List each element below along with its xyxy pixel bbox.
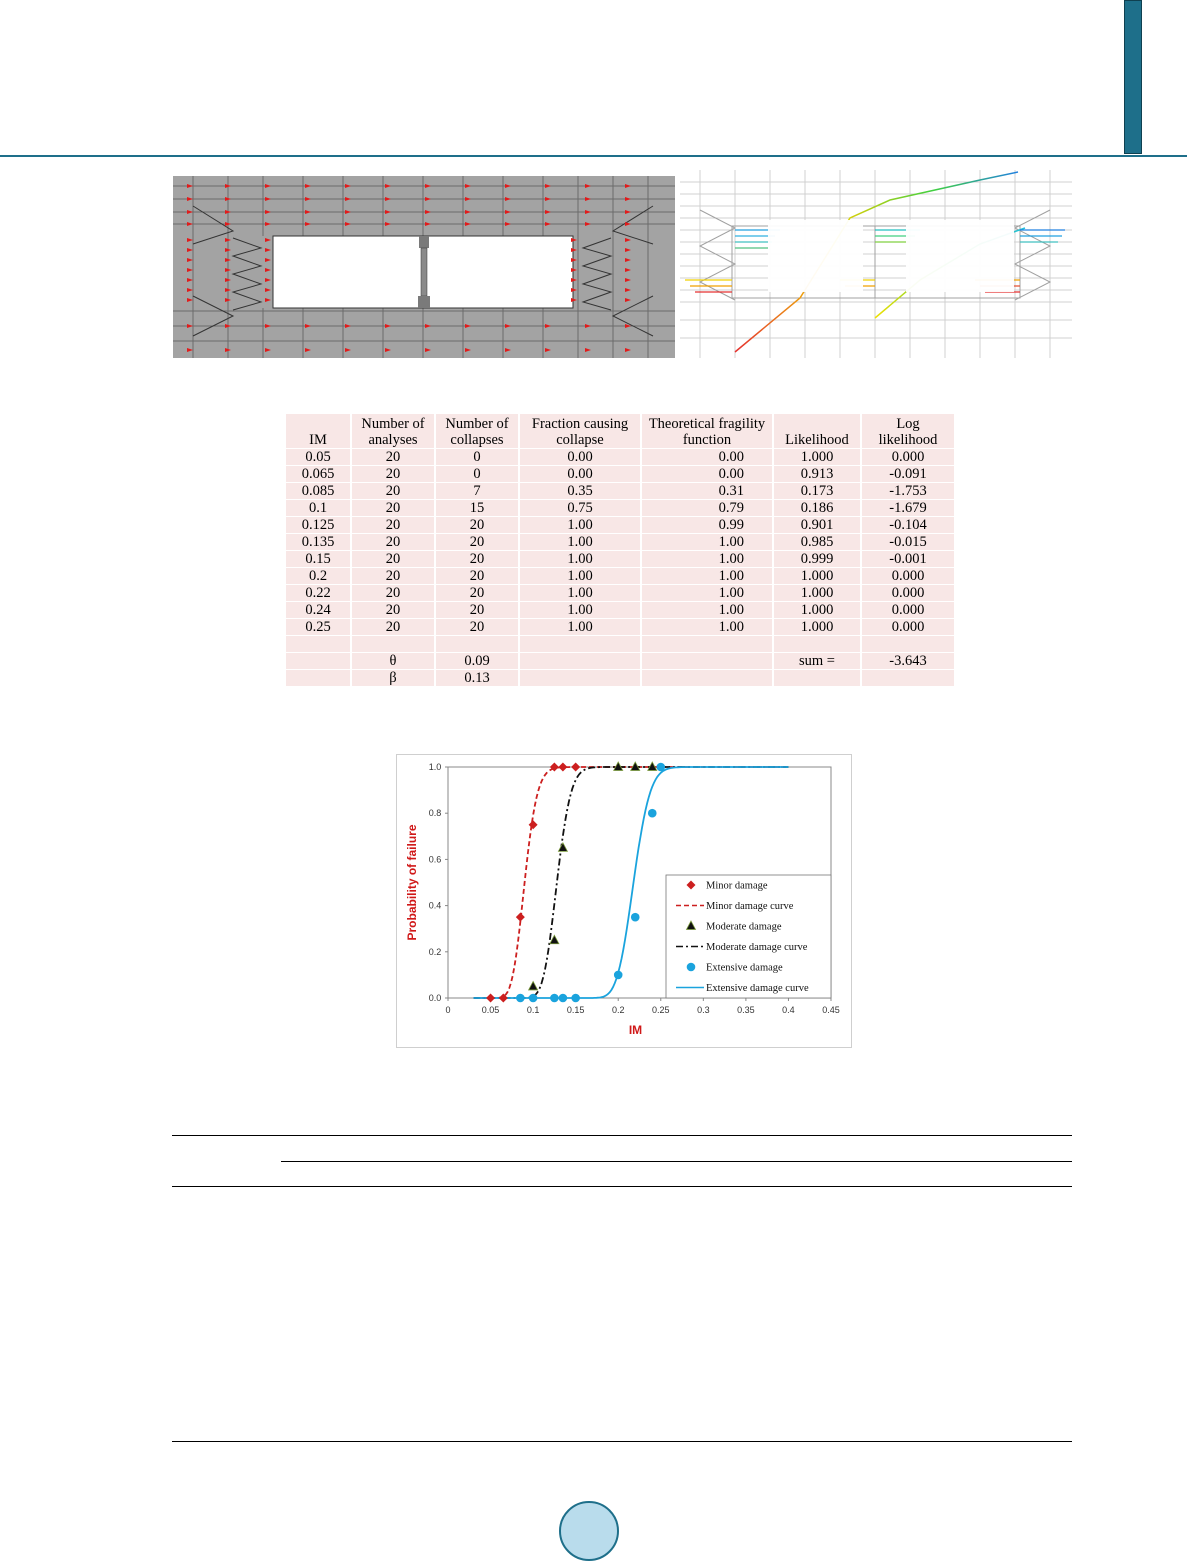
table-cell: 7	[436, 483, 518, 499]
table-cell: 1.00	[642, 534, 772, 550]
table-row-beta	[286, 670, 954, 686]
table-cell: 0.000	[862, 449, 954, 465]
table-cell: 0.065	[286, 466, 350, 482]
header-likelihood: Likelihood	[774, 414, 860, 448]
table-cell: 0.15	[286, 551, 350, 567]
x-tick-label: 0.05	[481, 1005, 500, 1015]
beta-label: β	[352, 670, 434, 686]
table-cell: 20	[436, 602, 518, 618]
table-row	[286, 466, 954, 482]
y-tick-label: 0.8	[428, 808, 442, 819]
table-cell: 1.00	[642, 551, 772, 567]
table-cell: 0.125	[286, 517, 350, 533]
table-cell: 0.00	[642, 466, 772, 482]
table-row-blank	[286, 636, 954, 652]
legend-label: Extensive damage curve	[706, 983, 809, 994]
x-tick-label: 0.15	[566, 1005, 585, 1015]
page-number-badge	[559, 1501, 619, 1561]
data-point-circle	[687, 963, 696, 972]
sum-label: sum =	[774, 653, 860, 669]
table-cell: 0.25	[286, 619, 350, 635]
table-cell: 20	[352, 534, 434, 550]
table-cell: 0.000	[862, 602, 954, 618]
table-cell: 1.000	[774, 449, 860, 465]
table-header-row	[286, 414, 954, 448]
table-cell: 20	[436, 551, 518, 567]
x-tick-label: 0.45	[822, 1005, 840, 1015]
table-cell: 0.00	[520, 466, 640, 482]
table-cell: -1.679	[862, 500, 954, 516]
table-cell: 20	[352, 449, 434, 465]
data-point-circle	[516, 994, 525, 1003]
table-cell: 0	[436, 466, 518, 482]
table-cell: 1.00	[642, 619, 772, 635]
table-cell: 20	[352, 500, 434, 516]
table-cell: 1.000	[774, 619, 860, 635]
table-cell: 1.00	[520, 517, 640, 533]
table-row	[286, 551, 954, 567]
y-tick-label: 0.2	[428, 946, 442, 957]
legend-label: Minor damage curve	[706, 901, 794, 912]
table-cell: 0.75	[520, 500, 640, 516]
data-point-circle	[648, 809, 657, 818]
table-cell: 1.000	[774, 602, 860, 618]
table-row	[286, 449, 954, 465]
data-point-circle	[614, 971, 623, 980]
table-cell: 0.99	[642, 517, 772, 533]
table-cell: 0.173	[774, 483, 860, 499]
data-point-circle	[529, 994, 538, 1003]
table-cell: 20	[352, 483, 434, 499]
table-cell: 0.186	[774, 500, 860, 516]
table-cell: 1.00	[520, 534, 640, 550]
table-cell: 0.00	[520, 449, 640, 465]
y-tick-label: 0.0	[428, 993, 442, 1003]
table-cell: 0.135	[286, 534, 350, 550]
table-cell: 20	[436, 585, 518, 601]
data-point-circle	[656, 763, 665, 772]
data-point-circle	[631, 913, 640, 922]
x-tick-label: 0.4	[782, 1005, 795, 1015]
table-cell: 1.00	[642, 585, 772, 601]
table-cell: -0.015	[862, 534, 954, 550]
x-tick-label: 0	[445, 1005, 451, 1015]
y-tick-label: 1.0	[428, 762, 442, 772]
x-tick-label: 0.35	[737, 1005, 755, 1015]
header-rule	[0, 155, 1187, 157]
legend-label: Moderate damage	[706, 921, 782, 933]
table-cell: -0.001	[862, 551, 954, 567]
table-cell: 0.35	[520, 483, 640, 499]
header-im: IM	[286, 414, 350, 448]
data-point-circle	[559, 994, 568, 1003]
table-cell: 0.901	[774, 517, 860, 533]
table-cell: 20	[352, 568, 434, 584]
table-cell: 0.31	[642, 483, 772, 499]
legend-box	[666, 875, 831, 998]
table-row	[286, 568, 954, 584]
journal-side-tab	[1124, 0, 1142, 154]
table-cell: 20	[352, 619, 434, 635]
table-body	[286, 449, 954, 635]
table-cell: 20	[352, 551, 434, 567]
table-row-theta	[286, 653, 954, 669]
table-bottom-rule	[172, 1441, 1072, 1442]
table-cell: 1.00	[520, 568, 640, 584]
table-cell: 0.000	[862, 619, 954, 635]
table-cell: 0.2	[286, 568, 350, 584]
y-tick-label: 0.6	[428, 854, 442, 865]
header-collapses: Number of collapses	[436, 414, 518, 448]
header-analyses: Number of analyses	[352, 414, 434, 448]
center-column	[421, 248, 427, 296]
table-top-rule	[172, 1135, 1072, 1136]
table-cell: 1.00	[520, 551, 640, 567]
table-header-rule	[172, 1186, 1072, 1187]
theta-label: θ	[352, 653, 434, 669]
table-row	[286, 585, 954, 601]
table-cell: 1.00	[642, 568, 772, 584]
table-cell: 20	[436, 517, 518, 533]
table-row	[286, 483, 954, 499]
table-row	[286, 602, 954, 618]
legend-label: Minor damage	[706, 880, 768, 892]
header-theoretical: Theoretical fragility function	[642, 414, 772, 448]
x-tick-label: 0.3	[697, 1005, 710, 1015]
table-cell: 0.999	[774, 551, 860, 567]
y-tick-label: 0.4	[428, 900, 442, 911]
table-cell: 0.085	[286, 483, 350, 499]
table-cell: 1.000	[774, 585, 860, 601]
table-row	[286, 619, 954, 635]
table-cell: 1.00	[642, 602, 772, 618]
table-row	[286, 534, 954, 550]
legend-label: Moderate damage curve	[706, 942, 808, 953]
header-log-likelihood: Log likelihood	[862, 414, 954, 448]
table-cell: 20	[352, 517, 434, 533]
table-cell: -1.753	[862, 483, 954, 499]
table-cell: 20	[352, 602, 434, 618]
table-cell: -0.104	[862, 517, 954, 533]
table-cell: 20	[436, 534, 518, 550]
table-cell: 1.000	[774, 568, 860, 584]
moment-diagram-figure	[680, 170, 1072, 358]
table-row	[286, 517, 954, 533]
table-cell: 0	[436, 449, 518, 465]
fragility-curves-chart	[396, 754, 852, 1048]
beta-value: 0.13	[436, 670, 518, 686]
structural-model-figure	[173, 176, 675, 358]
sum-value: -3.643	[862, 653, 954, 669]
data-point-circle	[550, 994, 559, 1003]
table-cell: 0.000	[862, 585, 954, 601]
table-cell: 0.24	[286, 602, 350, 618]
table-cell: 0.985	[774, 534, 860, 550]
table-cell: 20	[436, 568, 518, 584]
table-cell: 0.79	[642, 500, 772, 516]
table-cell: 0.000	[862, 568, 954, 584]
table-cell: 0.1	[286, 500, 350, 516]
table-cell: 20	[436, 619, 518, 635]
fragility-likelihood-table	[284, 413, 956, 687]
table-row	[286, 500, 954, 516]
x-tick-label: 0.1	[526, 1005, 540, 1015]
table-cell: 15	[436, 500, 518, 516]
legend-label: Extensive damage	[706, 962, 783, 974]
y-axis-label: Probability of failure	[405, 824, 419, 941]
data-point-circle	[571, 994, 580, 1003]
theta-value: 0.09	[436, 653, 518, 669]
table-cell: -0.091	[862, 466, 954, 482]
table-mid-rule	[281, 1161, 1072, 1162]
table-cell: 0.05	[286, 449, 350, 465]
table-cell: 20	[352, 466, 434, 482]
table-cell: 0.00	[642, 449, 772, 465]
table-cell: 0.913	[774, 466, 860, 482]
x-tick-label: 0.2	[611, 1005, 625, 1015]
table-cell: 1.00	[520, 619, 640, 635]
table-cell: 0.22	[286, 585, 350, 601]
header-fraction: Fraction causing collapse	[520, 414, 640, 448]
x-tick-label: 0.25	[652, 1005, 670, 1015]
table-cell: 1.00	[520, 602, 640, 618]
table-cell: 1.00	[520, 585, 640, 601]
x-axis-label: IM	[628, 1023, 643, 1037]
table-cell: 20	[352, 585, 434, 601]
